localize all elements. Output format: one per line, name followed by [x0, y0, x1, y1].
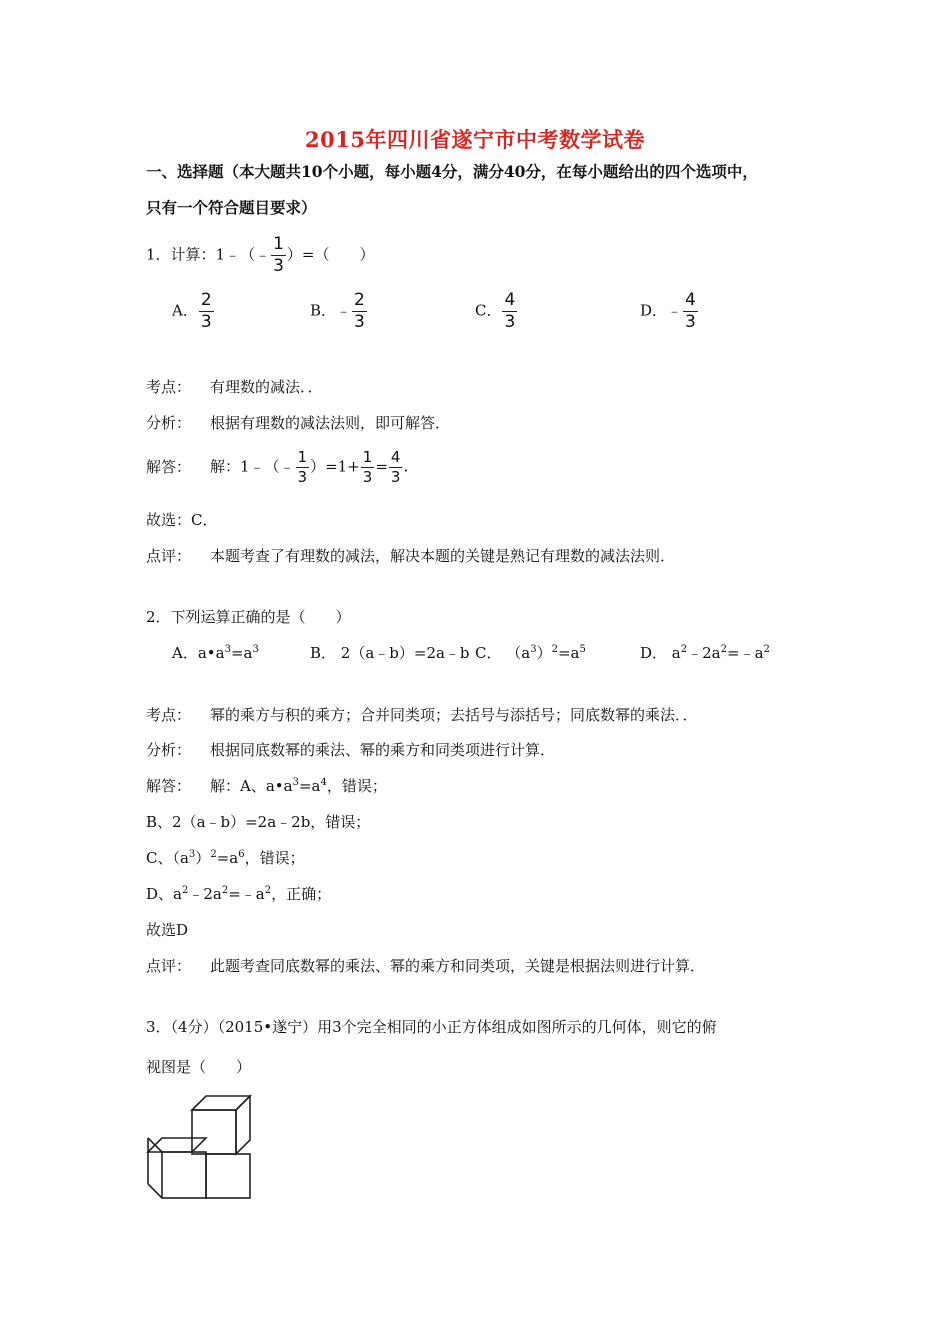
section-heading-line2: 只有一个符合题目要求） [146, 198, 317, 217]
q2-stem: 2．下列运算正确的是（ ） [146, 608, 351, 626]
q3-stem-line1: 3．（4分）（2015•遂宁）用3个完全相同的小正方体组成如图所示的几何体，则它的俯 [146, 1018, 717, 1036]
right-cube-front-face [206, 1154, 250, 1198]
top-cube-side-face [236, 1096, 250, 1154]
top-cube-top-face [192, 1096, 250, 1110]
three-cubes-figure [140, 1092, 260, 1204]
q1-dianping: 点评： 本题考查了有理数的减法，解决本题的关键是熟记有理数的减法法则． [146, 547, 676, 565]
q1-option-a: A． $\frac{2}{3}$ [172, 290, 212, 332]
q1-kaodian: 考点： 有理数的减法．． [146, 378, 323, 396]
q2-option-b: B． 2（a﹣b）=2a﹣b [310, 644, 470, 662]
q2-line-c: C、$(a^3)^2=a^6$，错误； [146, 849, 305, 867]
q2-fenxi: 分析： 根据同底数幂的乘法、幂的乘方和同类项进行计算． [146, 741, 556, 759]
q1-stem-fraction: $\frac{1}{3}$ [273, 234, 284, 276]
q1-option-c: C． $\frac{4}{3}$ [475, 290, 516, 332]
left-cube-top-face [148, 1138, 206, 1152]
q1-option-b: B．﹣ $\frac{2}{3}$ [310, 290, 365, 332]
q1-fenxi: 分析： 根据有理数的减法法则，即可解答． [146, 414, 451, 432]
q2-answer: 故选D [146, 921, 189, 939]
q2-option-d: D． $a^2﹣2a^2=﹣a^2$ [640, 644, 770, 662]
q2-line-d: D、$a^2﹣2a^2=﹣a^2$，正确； [146, 885, 332, 903]
top-cube-front-face [192, 1110, 236, 1154]
q2-option-c: C． $(a^3)^2=a^5$ [475, 644, 586, 662]
q1-option-d: D．﹣ $\frac{4}{3}$ [640, 290, 696, 332]
q1-answer: 故选：C． [146, 511, 218, 529]
left-cube-front-face [162, 1152, 206, 1198]
page-title: 2015年四川省遂宁市中考数学试卷 [305, 127, 645, 152]
q2-jieda: 解答： 解：A、$a•a^3=a^4$，错误； [146, 777, 387, 795]
q1-stem: 1．计算：1﹣（﹣ $\frac{1}{3}$ ）=（ ） [146, 234, 375, 276]
q1-jieda: 解答： 解：1﹣（﹣ $\frac{1}{3}$ ）=1+ $\frac{1}{3}$ = $\frac{4}{3}$ . [146, 448, 409, 486]
q2-kaodian: 考点： 幂的乘方与积的乘方；合并同类项；去括号与添括号；同底数幂的乘法．． [146, 706, 698, 724]
q3-stem-line2: 视图是（ ） [146, 1058, 252, 1076]
section-heading-line1: 一、选择题（本大题共10个小题，每小题4分，满分40分，在每小题给出的四个选项中， [146, 162, 758, 181]
q2-line-b: B、2（a﹣b）=2a﹣2b，错误； [146, 813, 371, 831]
q2-option-a: A．$a•a^3=a^3$ [172, 644, 259, 662]
q2-dianping: 点评： 此题考查同底数幂的乘法、幂的乘方和同类项，关键是根据法则进行计算． [146, 957, 706, 975]
